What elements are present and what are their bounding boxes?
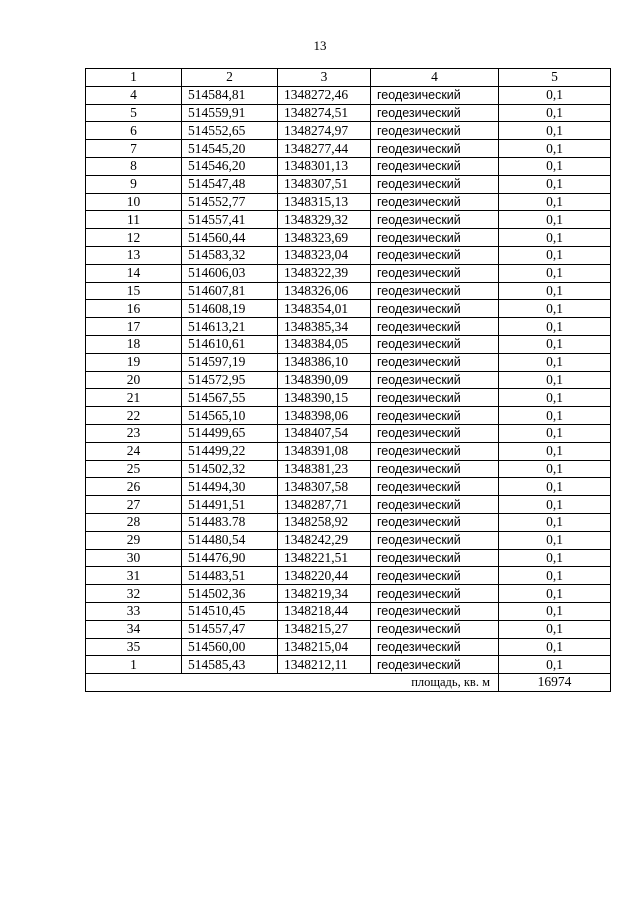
- point-number-cell: 9: [86, 175, 182, 193]
- method-cell: геодезический: [371, 531, 499, 549]
- accuracy-cell: 0,1: [499, 335, 611, 353]
- point-number-cell: 31: [86, 567, 182, 585]
- method-cell: геодезический: [371, 86, 499, 104]
- y-coordinate-cell: 1348323,69: [278, 229, 371, 247]
- table-row: [86, 229, 611, 247]
- x-coordinate-cell: 514610,61: [182, 335, 278, 353]
- accuracy-cell: 0,1: [499, 656, 611, 674]
- accuracy-cell: 0,1: [499, 104, 611, 122]
- header-cell-2: 2: [182, 69, 278, 87]
- x-coordinate-cell: 514510,45: [182, 602, 278, 620]
- point-number-cell: 24: [86, 442, 182, 460]
- point-number-cell: 20: [86, 371, 182, 389]
- y-coordinate-cell: 1348391,08: [278, 442, 371, 460]
- point-number-cell: 29: [86, 531, 182, 549]
- point-number-cell: 32: [86, 585, 182, 603]
- y-coordinate-cell: 1348258,92: [278, 513, 371, 531]
- y-coordinate-cell: 1348301,13: [278, 157, 371, 175]
- accuracy-cell: 0,1: [499, 389, 611, 407]
- point-number-cell: 19: [86, 353, 182, 371]
- y-coordinate-cell: 1348329,32: [278, 211, 371, 229]
- accuracy-cell: 0,1: [499, 122, 611, 140]
- x-coordinate-cell: 514494,30: [182, 478, 278, 496]
- table-row: [86, 531, 611, 549]
- table-row: [86, 567, 611, 585]
- accuracy-cell: 0,1: [499, 264, 611, 282]
- point-number-cell: 23: [86, 424, 182, 442]
- accuracy-cell: 0,1: [499, 86, 611, 104]
- method-cell: геодезический: [371, 229, 499, 247]
- point-number-cell: 12: [86, 229, 182, 247]
- table-row: [86, 496, 611, 514]
- header-cell-1: 1: [86, 69, 182, 87]
- x-coordinate-cell: 514567,55: [182, 389, 278, 407]
- accuracy-cell: 0,1: [499, 246, 611, 264]
- table-row: [86, 389, 611, 407]
- method-cell: геодезический: [371, 638, 499, 656]
- table-row: [86, 193, 611, 211]
- x-coordinate-cell: 514585,43: [182, 656, 278, 674]
- point-number-cell: 26: [86, 478, 182, 496]
- accuracy-cell: 0,1: [499, 175, 611, 193]
- point-number-cell: 10: [86, 193, 182, 211]
- x-coordinate-cell: 514606,03: [182, 264, 278, 282]
- accuracy-cell: 0,1: [499, 282, 611, 300]
- x-coordinate-cell: 514613,21: [182, 318, 278, 336]
- y-coordinate-cell: 1348212,11: [278, 656, 371, 674]
- point-number-cell: 25: [86, 460, 182, 478]
- method-cell: геодезический: [371, 602, 499, 620]
- y-coordinate-cell: 1348407,54: [278, 424, 371, 442]
- method-cell: геодезический: [371, 513, 499, 531]
- point-number-cell: 4: [86, 86, 182, 104]
- accuracy-cell: 0,1: [499, 300, 611, 318]
- method-cell: геодезический: [371, 620, 499, 638]
- table-row: [86, 585, 611, 603]
- y-coordinate-cell: 1348354,01: [278, 300, 371, 318]
- point-number-cell: 27: [86, 496, 182, 514]
- point-number-cell: 28: [86, 513, 182, 531]
- table-row: [86, 264, 611, 282]
- x-coordinate-cell: 514607,81: [182, 282, 278, 300]
- y-coordinate-cell: 1348307,58: [278, 478, 371, 496]
- x-coordinate-cell: 514557,41: [182, 211, 278, 229]
- x-coordinate-cell: 514584,81: [182, 86, 278, 104]
- point-number-cell: 6: [86, 122, 182, 140]
- method-cell: геодезический: [371, 442, 499, 460]
- point-number-cell: 1: [86, 656, 182, 674]
- y-coordinate-cell: 1348221,51: [278, 549, 371, 567]
- table-row: [86, 300, 611, 318]
- method-cell: геодезический: [371, 140, 499, 158]
- table-row: [86, 282, 611, 300]
- method-cell: геодезический: [371, 567, 499, 585]
- accuracy-cell: 0,1: [499, 513, 611, 531]
- x-coordinate-cell: 514480,54: [182, 531, 278, 549]
- x-coordinate-cell: 514560,44: [182, 229, 278, 247]
- y-coordinate-cell: 1348398,06: [278, 407, 371, 425]
- method-cell: геодезический: [371, 424, 499, 442]
- table-row: [86, 353, 611, 371]
- y-coordinate-cell: 1348215,04: [278, 638, 371, 656]
- method-cell: геодезический: [371, 122, 499, 140]
- x-coordinate-cell: 514608,19: [182, 300, 278, 318]
- accuracy-cell: 0,1: [499, 407, 611, 425]
- accuracy-cell: 0,1: [499, 602, 611, 620]
- x-coordinate-cell: 514560,00: [182, 638, 278, 656]
- x-coordinate-cell: 514499,65: [182, 424, 278, 442]
- method-cell: геодезический: [371, 353, 499, 371]
- table-row: [86, 318, 611, 336]
- point-number-cell: 15: [86, 282, 182, 300]
- table-row: [86, 175, 611, 193]
- x-coordinate-cell: 514559,91: [182, 104, 278, 122]
- method-cell: геодезический: [371, 300, 499, 318]
- table-row: [86, 638, 611, 656]
- point-number-cell: 13: [86, 246, 182, 264]
- x-coordinate-cell: 514597,19: [182, 353, 278, 371]
- method-cell: геодезический: [371, 585, 499, 603]
- table-row: [86, 602, 611, 620]
- point-number-cell: 11: [86, 211, 182, 229]
- table-row: [86, 211, 611, 229]
- x-coordinate-cell: 514572,95: [182, 371, 278, 389]
- point-number-cell: 16: [86, 300, 182, 318]
- y-coordinate-cell: 1348218,44: [278, 602, 371, 620]
- point-number-cell: 33: [86, 602, 182, 620]
- header-cell-3: 3: [278, 69, 371, 87]
- method-cell: геодезический: [371, 104, 499, 122]
- method-cell: геодезический: [371, 478, 499, 496]
- method-cell: геодезический: [371, 282, 499, 300]
- accuracy-cell: 0,1: [499, 549, 611, 567]
- x-coordinate-cell: 514483.78: [182, 513, 278, 531]
- accuracy-cell: 0,1: [499, 442, 611, 460]
- area-value: 16974: [499, 674, 611, 692]
- table-row: [86, 86, 611, 104]
- accuracy-cell: 0,1: [499, 620, 611, 638]
- coordinates-table: [85, 68, 611, 692]
- y-coordinate-cell: 1348384,05: [278, 335, 371, 353]
- table-row: [86, 371, 611, 389]
- y-coordinate-cell: 1348381,23: [278, 460, 371, 478]
- method-cell: геодезический: [371, 407, 499, 425]
- method-cell: геодезический: [371, 371, 499, 389]
- method-cell: геодезический: [371, 264, 499, 282]
- y-coordinate-cell: 1348220,44: [278, 567, 371, 585]
- x-coordinate-cell: 514546,20: [182, 157, 278, 175]
- table-row: [86, 549, 611, 567]
- point-number-cell: 7: [86, 140, 182, 158]
- method-cell: геодезический: [371, 193, 499, 211]
- x-coordinate-cell: 514545,20: [182, 140, 278, 158]
- y-coordinate-cell: 1348315,13: [278, 193, 371, 211]
- table-row: [86, 460, 611, 478]
- method-cell: геодезический: [371, 246, 499, 264]
- y-coordinate-cell: 1348322,39: [278, 264, 371, 282]
- accuracy-cell: 0,1: [499, 211, 611, 229]
- accuracy-cell: 0,1: [499, 531, 611, 549]
- table-row: [86, 424, 611, 442]
- x-coordinate-cell: 514552,77: [182, 193, 278, 211]
- accuracy-cell: 0,1: [499, 371, 611, 389]
- point-number-cell: 17: [86, 318, 182, 336]
- x-coordinate-cell: 514499,22: [182, 442, 278, 460]
- page-number: 13: [313, 38, 327, 53]
- y-coordinate-cell: 1348386,10: [278, 353, 371, 371]
- table-body: [86, 69, 611, 692]
- y-coordinate-cell: 1348274,97: [278, 122, 371, 140]
- method-cell: геодезический: [371, 460, 499, 478]
- x-coordinate-cell: 514502,32: [182, 460, 278, 478]
- method-cell: геодезический: [371, 656, 499, 674]
- x-coordinate-cell: 514502,36: [182, 585, 278, 603]
- table-header-row: [86, 69, 611, 87]
- accuracy-cell: 0,1: [499, 567, 611, 585]
- area-label: площадь, кв. м: [86, 674, 499, 692]
- accuracy-cell: 0,1: [499, 157, 611, 175]
- point-number-cell: 5: [86, 104, 182, 122]
- y-coordinate-cell: 1348326,06: [278, 282, 371, 300]
- point-number-cell: 35: [86, 638, 182, 656]
- accuracy-cell: 0,1: [499, 424, 611, 442]
- table-row: [86, 157, 611, 175]
- y-coordinate-cell: 1348242,29: [278, 531, 371, 549]
- y-coordinate-cell: 1348390,15: [278, 389, 371, 407]
- y-coordinate-cell: 1348272,46: [278, 86, 371, 104]
- accuracy-cell: 0,1: [499, 353, 611, 371]
- method-cell: геодезический: [371, 211, 499, 229]
- x-coordinate-cell: 514565,10: [182, 407, 278, 425]
- table-row: [86, 140, 611, 158]
- y-coordinate-cell: 1348390,09: [278, 371, 371, 389]
- point-number-cell: 22: [86, 407, 182, 425]
- method-cell: геодезический: [371, 549, 499, 567]
- accuracy-cell: 0,1: [499, 193, 611, 211]
- point-number-cell: 18: [86, 335, 182, 353]
- accuracy-cell: 0,1: [499, 460, 611, 478]
- x-coordinate-cell: 514483,51: [182, 567, 278, 585]
- accuracy-cell: 0,1: [499, 585, 611, 603]
- accuracy-cell: 0,1: [499, 638, 611, 656]
- accuracy-cell: 0,1: [499, 229, 611, 247]
- table-row: [86, 335, 611, 353]
- table-row: [86, 442, 611, 460]
- x-coordinate-cell: 514583,32: [182, 246, 278, 264]
- accuracy-cell: 0,1: [499, 496, 611, 514]
- header-cell-5: 5: [499, 69, 611, 87]
- point-number-cell: 30: [86, 549, 182, 567]
- table-row: [86, 656, 611, 674]
- x-coordinate-cell: 514547,48: [182, 175, 278, 193]
- point-number-cell: 34: [86, 620, 182, 638]
- accuracy-cell: 0,1: [499, 140, 611, 158]
- x-coordinate-cell: 514491,51: [182, 496, 278, 514]
- x-coordinate-cell: 514476,90: [182, 549, 278, 567]
- header-cell-4: 4: [371, 69, 499, 87]
- x-coordinate-cell: 514557,47: [182, 620, 278, 638]
- y-coordinate-cell: 1348307,51: [278, 175, 371, 193]
- y-coordinate-cell: 1348277,44: [278, 140, 371, 158]
- y-coordinate-cell: 1348219,34: [278, 585, 371, 603]
- y-coordinate-cell: 1348385,34: [278, 318, 371, 336]
- method-cell: геодезический: [371, 157, 499, 175]
- x-coordinate-cell: 514552,65: [182, 122, 278, 140]
- y-coordinate-cell: 1348215,27: [278, 620, 371, 638]
- table-row: [86, 513, 611, 531]
- table-row: [86, 407, 611, 425]
- table-row: [86, 246, 611, 264]
- method-cell: геодезический: [371, 335, 499, 353]
- point-number-cell: 8: [86, 157, 182, 175]
- accuracy-cell: 0,1: [499, 478, 611, 496]
- method-cell: геодезический: [371, 175, 499, 193]
- area-row: [86, 674, 611, 692]
- y-coordinate-cell: 1348274,51: [278, 104, 371, 122]
- point-number-cell: 14: [86, 264, 182, 282]
- y-coordinate-cell: 1348287,71: [278, 496, 371, 514]
- table-row: [86, 104, 611, 122]
- accuracy-cell: 0,1: [499, 318, 611, 336]
- y-coordinate-cell: 1348323,04: [278, 246, 371, 264]
- table-row: [86, 620, 611, 638]
- method-cell: геодезический: [371, 318, 499, 336]
- method-cell: геодезический: [371, 496, 499, 514]
- method-cell: геодезический: [371, 389, 499, 407]
- point-number-cell: 21: [86, 389, 182, 407]
- table-row: [86, 122, 611, 140]
- table-row: [86, 478, 611, 496]
